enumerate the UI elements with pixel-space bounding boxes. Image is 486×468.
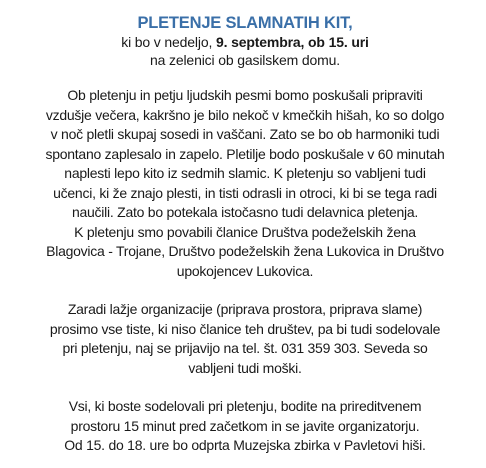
text-line: spontano zaplesalo in zapelo. Pletilje bodo poskušale v 60 minutah [45,145,445,162]
text-line: naplesti lepo kito iz sedmih slamic. K pletenju so vabljeni tudi [64,165,426,181]
text-line: prosimo vse tiste, ki niso članice teh društev, pa bi tudi sodelovale [49,320,441,337]
text-line: naučili. Zato bo potekala istočasno tudi delavnica pletenja. [71,204,419,220]
event-location: na zelenici ob gasilskem domu. [149,52,341,68]
text-line: Ob pletenju in petju ljudskih pesmi bomo poskušali pripraviti [67,87,423,103]
text-line: vzdušje večera, kakršno je bilo nekoč v kmečkih hišah, ko so dolgo [45,106,445,123]
event-datetime [24,33,466,51]
text-line: upokojencev Lukovica. [176,262,314,279]
paragraph-instructions [24,397,466,456]
text-line: v noč pletli skupaj sosedi in vaščani. Zato se bo ob harmoniki tudi [50,126,440,142]
header [24,14,466,69]
text-line: K pletenju smo povabili članice Društva podeželskih žena [74,223,416,240]
text-line: Blagovica - Trojane, Društvo podeželskih žena Lukovica in Društvo [46,243,444,259]
text-line: Od 15. do 18. ure bo odprta Muzejska zbirka v Pavletovi hiši. [64,437,426,453]
text-line: prostoru 15 minut pred začetkom in se javite organizatorju. [70,417,420,434]
text-line: vabljeni tudi moški. [188,359,302,376]
text-line: Vsi, ki boste sodelovali pri pletenju, bodite na prireditvenem [68,398,422,414]
text-line: pri pletenju, naj se prijavijo na tel. št. 031 359 303. Seveda so [62,340,428,356]
paragraph-registration [24,300,466,378]
datetime-bold: 9. septembra, ob 15. uri [215,34,369,50]
datetime-prefix: ki bo v nedeljo, [121,34,216,50]
text-line: Zaradi lažje organizacije (priprava prostora, priprava slame) [67,301,423,317]
paragraph-description [24,86,466,281]
event-title: PLETENJE SLAMNATIH KIT, [137,14,353,32]
text-line: učenci, ki že znajo plesti, in tisti odrasli in otroci, ki bi se tega radi [53,184,437,201]
